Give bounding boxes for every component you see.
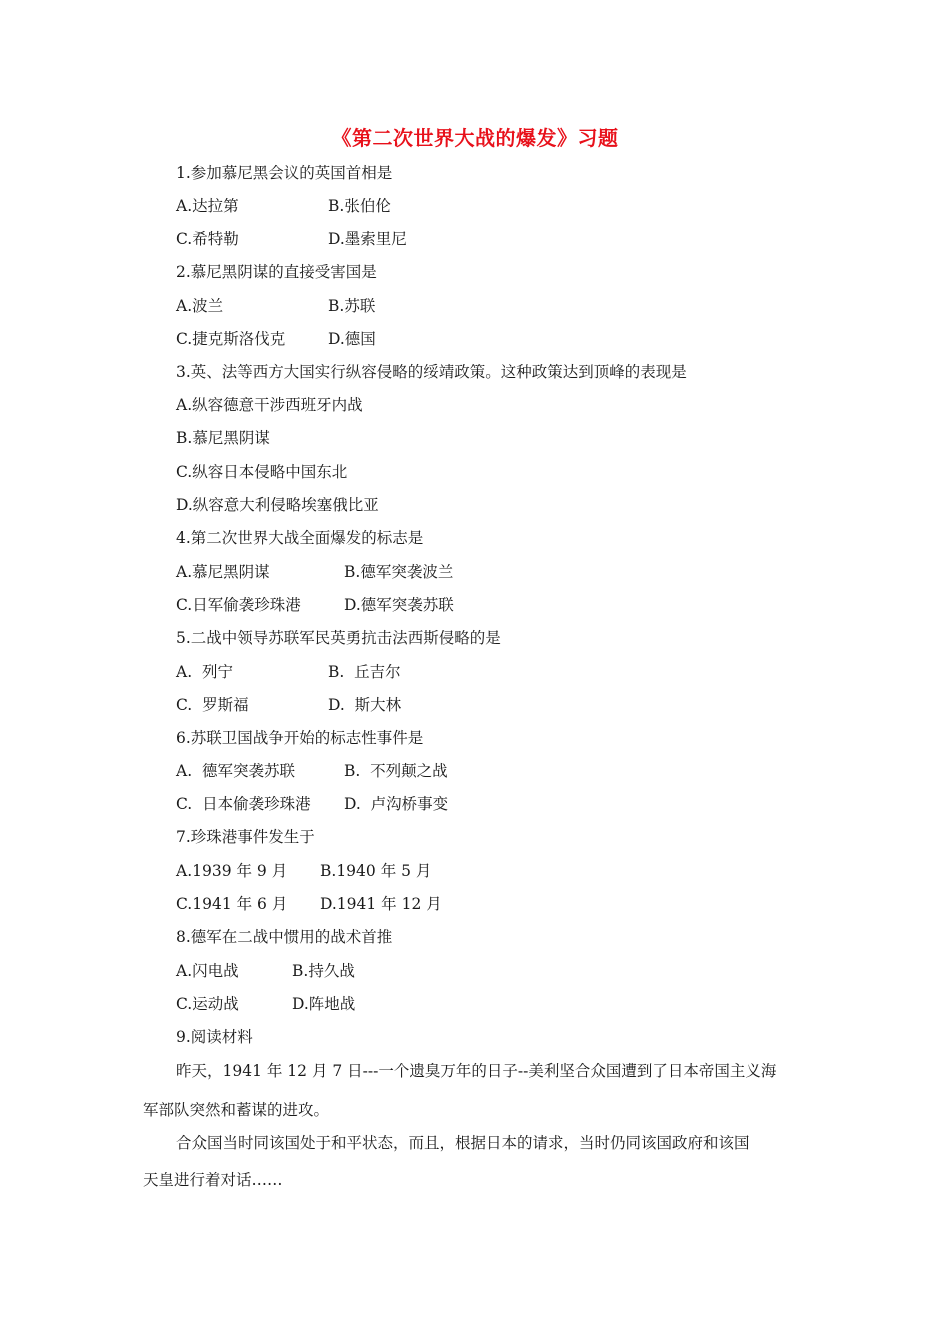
question-1-option-a: A.达拉第 (176, 197, 239, 215)
question-5-option-d: D. 斯大林 (328, 696, 402, 714)
question-7-option-d: D.1941 年 12 月 (320, 895, 442, 913)
question-9-stem: 9.阅读材料 (176, 1028, 253, 1046)
question-8-stem: 8.德军在二战中惯用的战术首推 (176, 928, 393, 946)
question-3-option-a: A.纵容德意干涉西班牙内战 (176, 396, 363, 414)
question-3-option-b: B.慕尼黑阴谋 (176, 429, 270, 447)
reading-paragraph-2-line-1: 合众国当时同该国处于和平状态，而且，根据日本的请求，当时仍同该国政府和该国 (176, 1134, 750, 1152)
question-1-option-c: C.希特勒 (176, 230, 239, 248)
question-7-option-c: C.1941 年 6 月 (176, 895, 288, 913)
question-2-option-d: D.德国 (328, 330, 376, 348)
question-2-option-c: C.捷克斯洛伐克 (176, 330, 286, 348)
question-7-option-a: A.1939 年 9 月 (176, 862, 288, 880)
question-7-stem: 7.珍珠港事件发生于 (176, 828, 315, 846)
question-4-option-c: C.日军偷袭珍珠港 (176, 596, 301, 614)
question-2-stem: 2.慕尼黑阴谋的直接受害国是 (176, 263, 377, 281)
question-4-stem: 4.第二次世界大战全面爆发的标志是 (176, 529, 424, 547)
question-1-stem: 1.参加慕尼黑会议的英国首相是 (176, 164, 393, 182)
reading-paragraph-2-line-2: 天皇进行着对话…… (143, 1171, 283, 1189)
question-5-option-b: B. 丘吉尔 (328, 663, 401, 681)
question-3-stem: 3.英、法等西方大国实行纵容侵略的绥靖政策。这种政策达到顶峰的表现是 (176, 363, 687, 381)
question-6-stem: 6.苏联卫国战争开始的标志性事件是 (176, 729, 424, 747)
question-8-option-a: A.闪电战 (176, 962, 239, 980)
question-5-stem: 5.二战中领导苏联军民英勇抗击法西斯侵略的是 (176, 629, 501, 647)
question-5-option-c: C. 罗斯福 (176, 696, 249, 714)
question-4-option-d: D.德军突袭苏联 (344, 596, 454, 614)
question-2-option-a: A.波兰 (176, 297, 224, 315)
question-4-option-b: B.德军突袭波兰 (344, 563, 454, 581)
question-6-option-d: D. 卢沟桥事变 (344, 795, 449, 813)
question-5-option-a: A. 列宁 (176, 663, 233, 681)
question-3-option-c: C.纵容日本侵略中国东北 (176, 463, 348, 481)
question-6-option-c: C. 日本偷袭珍珠港 (176, 795, 311, 813)
question-7-option-b: B.1940 年 5 月 (320, 862, 432, 880)
question-1-option-b: B.张伯伦 (328, 197, 391, 215)
question-6-option-a: A. 德军突袭苏联 (176, 762, 295, 780)
question-6-option-b: B. 不列颠之战 (344, 762, 448, 780)
reading-paragraph-1-line-1: 昨天，1941 年 12 月 7 日---一个遗臭万年的日子--美利坚合众国遭到了日本帝国主义海 (176, 1062, 777, 1080)
document-title: 《第二次世界大战的爆发》习题 (331, 126, 619, 150)
question-8-option-c: C.运动战 (176, 995, 239, 1013)
question-4-option-a: A.慕尼黑阴谋 (176, 563, 270, 581)
question-1-option-d: D.墨索里尼 (328, 230, 407, 248)
question-2-option-b: B.苏联 (328, 297, 376, 315)
question-8-option-b: B.持久战 (292, 962, 355, 980)
question-8-option-d: D.阵地战 (292, 995, 356, 1013)
question-3-option-d: D.纵容意大利侵略埃塞俄比亚 (176, 496, 379, 514)
reading-paragraph-1-line-2: 军部队突然和蓄谋的进攻。 (143, 1101, 330, 1119)
